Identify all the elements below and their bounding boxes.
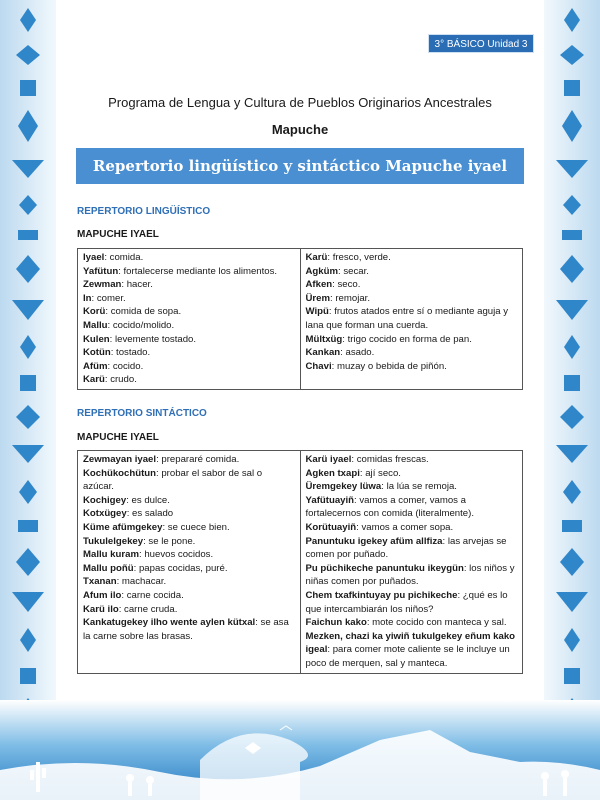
vocab-entry [83, 521, 296, 535]
vocab-definition: : papas cocidas, puré. [133, 562, 228, 574]
right-decorative-border [544, 0, 600, 735]
vocab-definition: : huevos cocidos. [138, 549, 214, 561]
vocab-entry [83, 494, 296, 508]
vocab-term: Korü [83, 306, 106, 318]
banner-title: Repertorio lingüístico y sintáctico Mapuche iyael [76, 148, 524, 184]
vocab-entry [306, 251, 519, 265]
vocab-term: Chavi [305, 360, 332, 372]
vocab-definition: : machacar. [116, 576, 167, 588]
vocab-definition: : para comer mote caliente se le incluye un poco de merquen, sal y manteca. [305, 644, 510, 669]
vocab-term: Yafütun [83, 265, 119, 277]
vocab-definition: : levemente tostado. [109, 333, 197, 345]
vocab-term: Kankan [305, 347, 341, 359]
vocab-entry [306, 333, 519, 347]
vocab-term: Karü [305, 252, 328, 263]
syntactic-heading: REPERTORIO SINTÁCTICO [77, 408, 207, 419]
vocab-term: Zewmayan iyael [83, 454, 157, 465]
vocab-entry [83, 467, 296, 494]
vocab-entry [306, 265, 519, 279]
vocab-term: Kochükochütun [83, 467, 157, 479]
vocab-entry [83, 535, 296, 549]
vocab-entry [83, 251, 296, 265]
syntactic-right-column [300, 451, 523, 674]
vocab-term: Afken [305, 279, 333, 291]
linguistic-heading: REPERTORIO LINGÜÍSTICO [77, 206, 211, 217]
vocab-entry [306, 305, 519, 332]
vocab-term: Üremgekey lüwa [305, 481, 382, 493]
vocab-term: Txanan [83, 576, 117, 588]
vocab-term: Mallu kuram [83, 549, 139, 561]
vocab-entry [83, 333, 296, 347]
vocab-definition: : frutos atados entre sí o mediante aguja y lana que forman una cuerda. [305, 306, 509, 331]
vocab-entry [306, 346, 519, 360]
vocab-term: Tukulelgekey [83, 535, 144, 547]
vocab-entry [83, 589, 296, 603]
vocab-entry [306, 535, 519, 562]
linguistic-subheading: MAPUCHE IYAEL [77, 229, 159, 240]
people-title: Mapuche [271, 122, 329, 137]
vocab-term: Faichun kako [305, 617, 367, 629]
vocab-term: Kotün [83, 347, 111, 359]
vocab-entry [83, 319, 296, 333]
vocab-term: Mallu poñü [83, 562, 134, 574]
vocab-term: Mallu [83, 319, 108, 331]
vocab-definition: : mote cocido con manteca y sal. [366, 617, 507, 629]
vocab-entry [306, 292, 519, 306]
vocab-term: Afüm [83, 360, 108, 372]
syntactic-table [77, 450, 523, 674]
left-decorative-border [0, 0, 56, 735]
vocab-term: In [83, 292, 92, 304]
vocab-definition: : carne cocida. [121, 589, 184, 601]
vocab-definition: : se le pone. [143, 535, 196, 547]
vocab-definition: : hacer. [121, 279, 153, 291]
vocab-definition: : secar. [338, 265, 369, 277]
vocab-definition: : probar el sabor de sal o azúcar. [83, 467, 263, 493]
vocab-definition: : ¿qué es lo que intercambiarán los niños? [305, 589, 508, 615]
vocab-term: Karü iyael [305, 454, 352, 465]
vocab-entry [306, 521, 519, 535]
syntactic-left-column [78, 451, 301, 674]
grade-unit-badge: 3° BÁSICO Unidad 3 [428, 34, 534, 53]
vocab-term: Karü [83, 374, 105, 386]
vocab-term: Yafütuayiñ [305, 494, 355, 506]
vocab-term: Pu püchikeche panuntuku ikeygün [305, 562, 464, 574]
vocab-term: Karü ilo [83, 603, 119, 615]
vocab-entry [83, 346, 296, 360]
vocab-entry [83, 265, 296, 279]
vocab-entry [306, 589, 519, 616]
vocab-term: Iyael [83, 252, 105, 263]
vocab-definition: : fortalecerse mediante los alimentos. [118, 265, 278, 277]
vocab-term: Agken txapi [305, 467, 360, 479]
vocab-definition: : muzay o bebida de piñón. [331, 360, 447, 372]
vocab-definition: : tostado. [110, 347, 151, 359]
vocab-definition: : comida de sopa. [105, 306, 182, 318]
vocab-entry [83, 373, 296, 387]
vocab-definition: : las arvejas se comen por puñado. [305, 535, 507, 561]
vocab-entry [83, 548, 296, 562]
vocab-entry [83, 305, 296, 319]
vocab-entry [306, 467, 519, 481]
vocab-definition: : cocido/molido. [107, 319, 175, 331]
vocab-entry [306, 480, 519, 494]
vocab-definition: : es dulce. [126, 494, 170, 506]
vocab-definition: : remojar. [330, 292, 371, 304]
vocab-definition: : comida. [104, 252, 144, 263]
vocab-entry [83, 603, 296, 617]
vocab-definition: : cocido. [107, 360, 144, 372]
vocab-entry [83, 562, 296, 576]
vocab-entry [83, 507, 296, 521]
vocab-term: Mezken, chazi ka yiwiñ tukulgekey eñum kako igeal [305, 630, 516, 656]
vocab-entry [83, 360, 296, 374]
vocab-entry [306, 453, 519, 467]
vocab-definition: : comidas frescas. [351, 454, 429, 465]
vocab-definition: : prepararé comida. [156, 454, 240, 465]
linguistic-right-column [300, 249, 523, 390]
vocab-definition: : asado. [340, 347, 375, 359]
vocab-term: Panuntuku igekey afüm allfiza [305, 535, 443, 547]
vocab-term: Agküm [305, 265, 339, 277]
vocab-entry [306, 562, 519, 589]
vocab-term: Kankatugekey ilho wente aylen kütxal [83, 617, 256, 629]
vocab-definition: : ají seco. [359, 467, 401, 479]
vocab-definition: : vamos a comer sopa. [356, 521, 454, 533]
vocab-definition: : se cuece bien. [162, 521, 230, 533]
vocab-definition: : crudo. [104, 374, 137, 386]
vocab-definition: : se asa la carne sobre las brasas. [83, 617, 289, 642]
vocab-term: Wipü [305, 306, 329, 318]
syntactic-subheading: MAPUCHE IYAEL [77, 432, 159, 443]
vocab-entry [306, 278, 519, 292]
vocab-entry [83, 575, 296, 589]
vocab-term: Chem txafkintuyay pu pichikeche [305, 589, 458, 601]
vocab-term: Mültxüg [305, 333, 343, 345]
vocab-entry [306, 494, 519, 521]
vocab-definition: : los niños y niñas comen por puñados. [305, 562, 515, 588]
vocab-entry [306, 616, 519, 630]
vocab-definition: : carne cruda. [118, 603, 178, 615]
footer-landscape-illustration [0, 700, 600, 800]
vocab-term: Kotxügey [83, 508, 127, 520]
vocab-definition: : vamos a comer, vamos a fortalecernos con comida (literalmente). [305, 494, 474, 520]
vocab-definition: : es salado [126, 508, 174, 520]
vocab-entry [83, 453, 296, 467]
linguistic-table [77, 248, 523, 390]
vocab-term: Kulen [83, 333, 110, 345]
vocab-definition: : la lúa se remoja. [381, 481, 457, 493]
vocab-definition: : fresco, verde. [327, 252, 391, 263]
vocab-entry [83, 292, 296, 306]
program-title: Programa de Lengua y Cultura de Pueblos Originarios Ancestrales [108, 95, 492, 110]
vocab-entry [83, 278, 296, 292]
vocab-term: Zewman [83, 279, 122, 291]
linguistic-left-column [78, 249, 301, 390]
vocab-term: Kochigey [83, 494, 127, 506]
vocab-entry [306, 630, 519, 671]
vocab-entry [306, 360, 519, 374]
vocab-entry [83, 616, 296, 643]
vocab-definition: : trigo cocido en forma de pan. [342, 333, 472, 345]
vocab-term: Afum ilo [83, 589, 122, 601]
vocab-term: Küme afümgekey [83, 521, 163, 533]
vocab-definition: : comer. [91, 292, 126, 304]
vocab-term: Ürem [305, 292, 331, 304]
vocab-definition: : seco. [332, 279, 361, 291]
vocab-term: Korütuayiñ [305, 521, 357, 533]
